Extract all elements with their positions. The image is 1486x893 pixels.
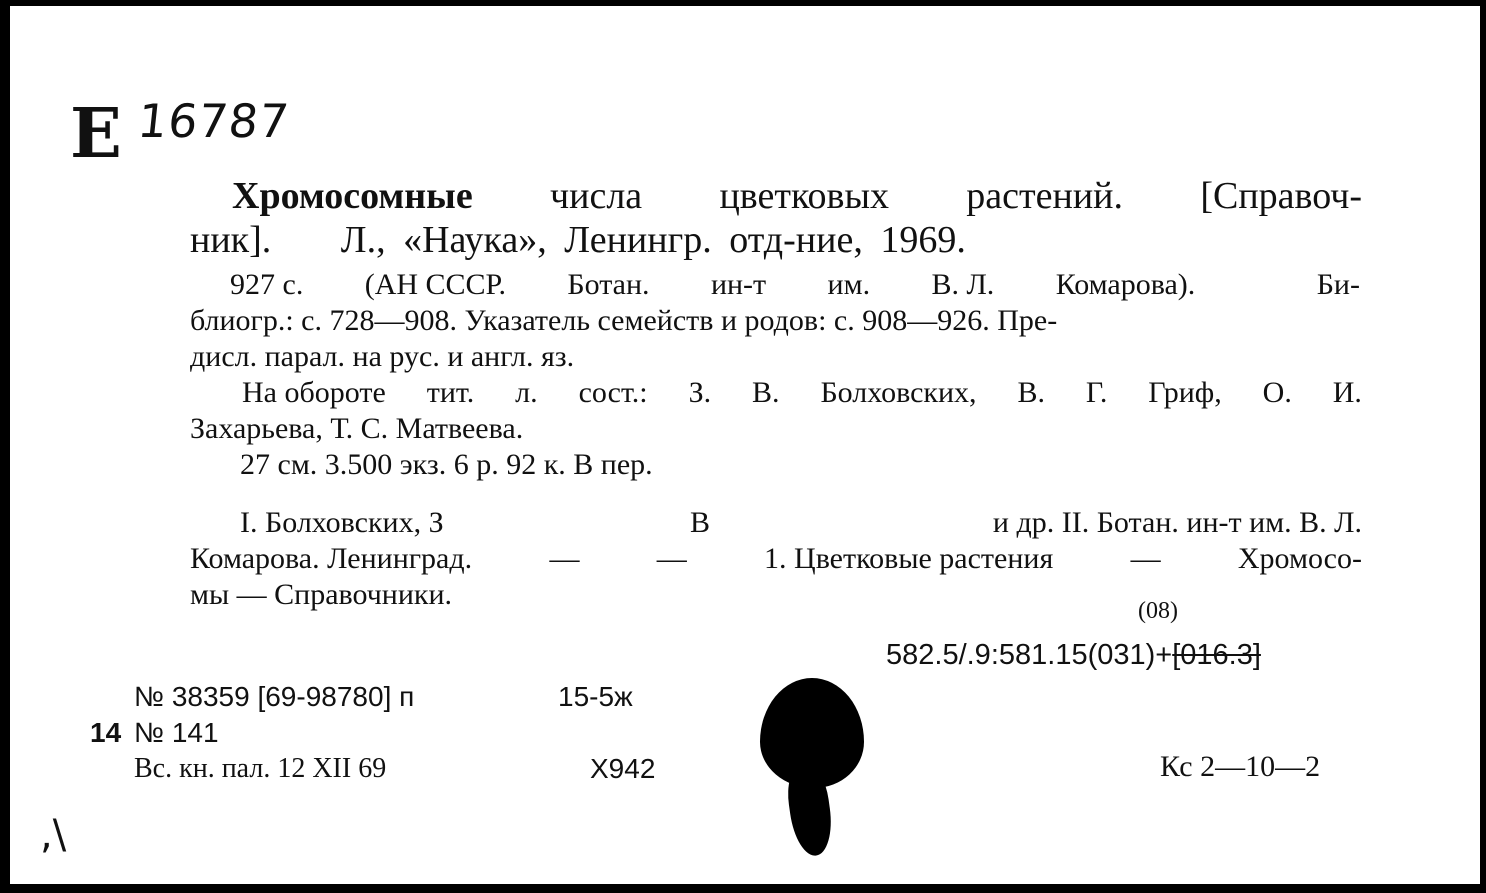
text-word: тит. — [426, 376, 475, 409]
number-line: № 141 — [134, 717, 219, 748]
text-word: — — [656, 542, 687, 575]
text-word: В. — [752, 376, 780, 409]
collation-line — [230, 268, 1360, 302]
order-line — [134, 680, 633, 714]
title-word: Ленингр. — [564, 219, 712, 261]
text-word: сост.: — [578, 376, 648, 409]
text-word: — — [1130, 542, 1161, 575]
udc-small-number: 08 — [1146, 598, 1170, 624]
text-word: Болховских, — [820, 376, 977, 409]
physical-line: 27 см. 3.500 экз. 6 р. 92 к. В пер. — [240, 448, 653, 481]
title-word: Л., — [340, 219, 386, 261]
udc-line — [886, 638, 1261, 672]
text-word: Ботан. — [567, 268, 650, 301]
text-word: З. — [688, 376, 712, 409]
text-word: — — [549, 542, 580, 575]
text-word: В — [690, 506, 711, 539]
text-word: Би- — [1316, 268, 1360, 301]
text-word: Г. — [1085, 376, 1108, 409]
title-word: растений. — [966, 175, 1124, 217]
text-word: Комарова. Ленинград. — [190, 542, 473, 575]
title-line-1 — [232, 174, 1362, 218]
udc-struck: [016.3] — [1172, 639, 1261, 671]
preface-line: дисл. парал. на рус. и англ. яз. — [190, 340, 575, 373]
text-word: О. — [1262, 376, 1292, 409]
text-word: Комарова). — [1055, 268, 1196, 301]
text-word: Гриф, — [1148, 376, 1222, 409]
title-word: числа — [550, 175, 643, 217]
stamp-letter: E — [70, 94, 122, 174]
bibliography-line: блиогр.: с. 728—908. Указатель семейств и родов: с. 908—926. Пре- — [190, 304, 1058, 337]
title-word: [Справоч- — [1200, 175, 1362, 217]
text-word: и др. II. Ботан. ин-т им. В. Л. — [992, 506, 1362, 539]
text-word: В. — [1017, 376, 1045, 409]
title-word: 1969. — [880, 219, 966, 261]
title-word: ник]. — [190, 219, 272, 261]
text-word: л. — [515, 376, 538, 409]
catalog-card — [10, 6, 1480, 884]
text-word: им. — [827, 268, 871, 301]
udc-small: (08) — [1138, 598, 1178, 624]
text-word: (АН СССР. — [364, 268, 506, 301]
tracings-line-3: мы — Справочники. — [190, 578, 453, 611]
tracings-line-1 — [240, 506, 1362, 540]
text-word: 1. Цветковые растения — [764, 542, 1054, 575]
kc-code: Кс 2—10—2 — [1160, 750, 1321, 783]
text-word: Хромосо- — [1237, 542, 1362, 575]
compilers-line-2: Захарьева, Т. С. Матвеева. — [190, 412, 524, 445]
x-code: X942 — [590, 753, 656, 784]
date-line — [134, 752, 656, 786]
udc-main: 582.5/.9:581.15(031)+ — [886, 639, 1173, 671]
date-text: Вс. кн. пал. 12 XII 69 — [134, 753, 387, 784]
title-line-2 — [190, 218, 966, 262]
side-number: 14 — [90, 717, 122, 748]
text-word: I. Болховских, З — [240, 506, 444, 539]
compilers-line — [242, 376, 1362, 410]
text-word: И. — [1332, 376, 1362, 409]
title-word: «Наука», — [403, 219, 547, 261]
handwritten-number: 16787 — [135, 94, 293, 148]
title-word: отд-ние, — [729, 219, 863, 261]
text-word: На обороте — [242, 376, 386, 409]
tracings-line-2 — [190, 542, 1362, 576]
title-bold: Хромосомные — [232, 175, 473, 217]
order-code: 15-5ж — [558, 681, 633, 712]
title-word: цветковых — [719, 175, 889, 217]
text-word: В. Л. — [931, 268, 995, 301]
text-word: 927 с. — [230, 268, 304, 301]
order-number: № 38359 [69-98780] п — [134, 681, 415, 712]
corner-mark: ,\ — [40, 812, 67, 858]
text-word: ин-т — [710, 268, 767, 301]
